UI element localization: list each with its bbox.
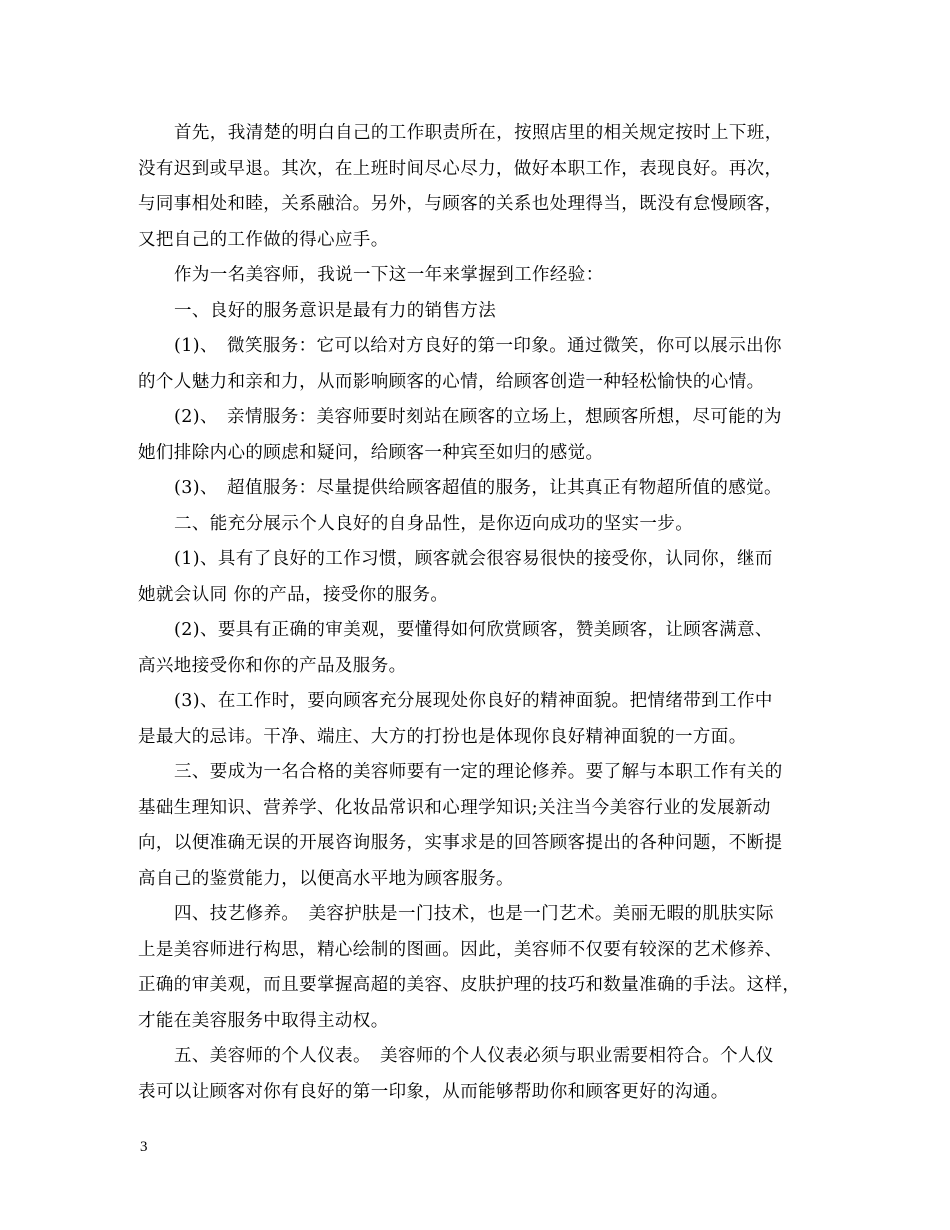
paragraph-first-line: 二、能充分展示个人良好的自身品性，是你迈向成功的坚实一步。 [174,513,694,534]
paragraph [138,613,818,684]
paragraph [138,542,818,613]
paragraph-line: 表可以让顾客对你有良好的第一印象，从而能够帮助你和顾客更好的沟通。 [138,1081,729,1102]
paragraph-line: 的个人魅力和亲和力，从而影响顾客的心情，给顾客创造一种轻松愉快的心情。 [138,371,765,392]
paragraph-line: 又把自己的工作做的得心应手。 [138,229,389,250]
paragraph-first-line: (1)、 微笑服务：它可以给对方良好的第一印象。通过微笑，你可以展示出你 [174,336,782,356]
paragraph-line: 才能在美容服务中取得主动权。 [138,1010,389,1031]
paragraph-first-line: 三、要成为一名合格的美容师要有一定的理论修养。要了解与本职工作有关的 [174,762,783,782]
paragraph [138,507,818,543]
paragraph-line: 高自己的鉴赏能力，以便高水平地为顾客服务。 [138,868,514,889]
paragraph [138,897,818,1039]
paragraph-line: 基础生理知识、营养学、化妆品常识和心理学知识;关注当今美容行业的发展新动 [138,797,771,818]
paragraph-line: 向，以便准确无误的开展咨询服务，实事求是的回答顾客提出的各种问题，不断提 [138,833,783,853]
paragraph-first-line: (1)、具有了良好的工作习惯，顾客就会很容易很快的接受你，认同你，继而 [174,549,773,569]
paragraph-first-line: 五、美容师的个人仪表。 美容师的个人仪表必须与职业需要相符合。个人仪 [174,1046,774,1066]
paragraph-line: 与同事相处和睦，关系融洽。另外，与顾客的关系也处理得当，既没有怠慢顾客， [138,194,783,214]
paragraph [138,1039,818,1110]
paragraph-line: 她们排除内心的顾虑和疑问，给顾客一种宾至如归的感觉。 [138,442,604,463]
paragraph-line: 上是美容师进行构思，精心绘制的图画。因此，美容师不仅要有较深的艺术修养、 [138,939,783,960]
document-body [138,116,818,1110]
paragraph-first-line: (3)、 超值服务：尽量提供给顾客超值的服务，让其真正有物超所值的感觉。 [174,478,782,498]
paragraph-first-line: (2)、要具有正确的审美观，要懂得如何欣赏顾客，赞美顾客，让顾客满意、 [174,620,773,640]
paragraph [138,329,818,400]
paragraph-line: 她就会认同 你的产品，接受你的服务。 [138,584,449,605]
paragraph-first-line: (3)、在工作时，要向顾客充分展现处你良好的精神面貌。把情绪带到工作中 [174,691,773,711]
page-number: 3 [140,1139,148,1155]
paragraph-first-line: 作为一名美容师，我说一下这一年来掌握到工作经验： [174,265,604,285]
paragraph [138,116,818,258]
paragraph-line: 是最大的忌讳。干净、端庄、大方的打扮也是体现你良好精神面貌的一方面。 [138,726,747,747]
paragraph [138,471,818,507]
paragraph [138,294,818,330]
paragraph [138,400,818,471]
paragraph-line: 高兴地接受你和你的产品及服务。 [138,655,407,676]
paragraph-first-line: 首先，我清楚的明白自己的工作职责所在，按照店里的相关规定按时上下班， [174,123,783,143]
paragraph-first-line: 四、技艺修养。 美容护肤是一门技术，也是一门艺术。美丽无暇的肌肤实际 [174,904,774,924]
paragraph-first-line: 一、良好的服务意识是最有力的销售方法 [174,300,497,321]
paragraph-first-line: (2)、 亲情服务：美容师要时刻站在顾客的立场上，想顾客所想，尽可能的为 [174,407,782,427]
paragraph [138,755,818,897]
paragraph-line: 正确的审美观，而且要掌握高超的美容、皮肤护理的技巧和数量准确的手法。这样， [138,975,801,995]
paragraph [138,258,818,294]
paragraph [138,684,818,755]
paragraph-line: 没有迟到或早退。其次，在上班时间尽心尽力，做好本职工作，表现良好。再次， [138,158,783,179]
